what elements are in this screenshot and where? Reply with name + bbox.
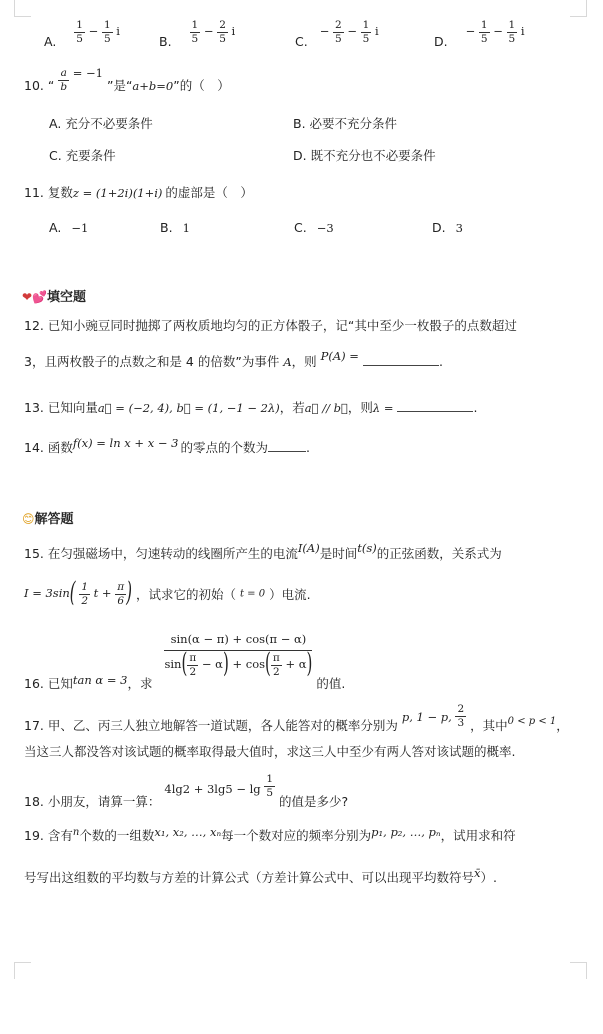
corner-mark-top-right [570, 0, 587, 17]
sign: − [319, 24, 330, 38]
q9-option-b[interactable] [159, 19, 236, 49]
q11-option-b[interactable]: B. 1 [160, 220, 190, 235]
probability-expr: P(A) = [320, 349, 359, 363]
text: ，则 [347, 400, 373, 415]
answer-blank[interactable] [363, 353, 439, 366]
vector-definition: a⃗ = (−2, 4), b⃗ = (1, −1 − 2λ) [97, 401, 280, 415]
text: 已知向量 [47, 400, 98, 415]
corner-mark-bottom-right [570, 962, 587, 979]
fraction: $\frac{1}{5}$ [508, 19, 516, 45]
imag-unit: i [520, 24, 525, 38]
question-number: 10. [24, 78, 44, 93]
option-label: B. [159, 34, 172, 49]
q9-option-c[interactable] [295, 19, 379, 49]
function-expr: f(x) = ln x + x − 3 [72, 436, 179, 450]
text: 在匀强磁场中，匀速转动的线圈所产生的电流 [47, 546, 298, 561]
option-label: A. [44, 34, 57, 49]
imag-unit: i [374, 24, 379, 38]
lambda-expr: λ = [372, 401, 394, 415]
fraction: $\frac{1}{5}$ [480, 19, 488, 45]
p-range: 0 < p < 1 [507, 716, 557, 727]
question-number: 14. [24, 440, 44, 455]
q10-option-d[interactable]: D. 既不充分也不必要条件 [293, 148, 436, 163]
text: ，试用求和符 [440, 828, 516, 843]
text: 号写出这组数的平均数与方差的计算公式（方差计算公式中、可以出现平均数符号 [24, 870, 475, 885]
fraction: $\frac{1}{5}$ [76, 19, 83, 45]
text: ，其中 [470, 718, 508, 733]
probability-list: p, 1 − p, $\frac{2}{3}$ [401, 703, 465, 729]
operator: − [203, 24, 214, 38]
q9-options [44, 20, 564, 60]
question-15-line2 [24, 575, 311, 609]
operator: − [493, 24, 503, 38]
tan-condition: tan α = 3 [72, 673, 128, 687]
text: 已知 [47, 676, 73, 691]
event-symbol: A [283, 355, 292, 369]
text: ，若 [279, 400, 305, 415]
question-16 [24, 630, 346, 691]
question-17-line1 [24, 703, 569, 733]
section-title: 填空题 [47, 290, 87, 305]
current-symbol: I(A) [297, 541, 320, 555]
text: 的正弦函数，关系式为 [376, 546, 502, 561]
fraction: $\frac{2}{5}$ [219, 19, 226, 45]
text: 是时间 [319, 546, 358, 561]
emoji-icon: 😊 [22, 512, 35, 526]
q11-option-d[interactable]: D. 3 [432, 220, 463, 235]
answer-blank[interactable] [268, 439, 306, 452]
text: 的值是多少? [278, 794, 349, 809]
text: 函数 [47, 440, 73, 455]
complex-formula: z = (1+2i)(1+i) [72, 186, 163, 200]
text: ）电流. [269, 587, 311, 602]
initial-time: t = 0 [239, 588, 266, 600]
fraction: $\frac{1}{5}$ [103, 19, 111, 45]
question-19-line1 [24, 826, 516, 844]
question-number: 17. [24, 718, 44, 733]
question-number: 19. [24, 828, 44, 843]
parallel-condition: a⃗ // b⃗ [304, 401, 348, 415]
imag-unit: i [231, 24, 236, 38]
question-11 [24, 183, 253, 201]
question-number: 16. [24, 676, 44, 691]
corner-mark-bottom-left [14, 962, 31, 979]
section-solve-heading [22, 508, 74, 527]
text: 含有 [47, 828, 73, 843]
question-number: 18. [24, 794, 44, 809]
x-sequence: x₁, x₂, …, xₙ [154, 825, 222, 839]
question-number: 11. [24, 185, 44, 200]
q9-option-d[interactable] [434, 19, 525, 49]
text: ”是“ [106, 78, 133, 93]
text: 复数 [47, 185, 73, 200]
q10-option-b[interactable]: B. 必要不充分条件 [293, 116, 398, 131]
text: 的零点的个数为 [180, 440, 268, 455]
corner-mark-top-left [14, 0, 31, 17]
text: 的值. [316, 676, 346, 691]
section-title: 解答题 [34, 512, 74, 527]
text: ，试求它的初始（ [135, 587, 236, 602]
text: 小朋友，请算一算： [47, 794, 161, 809]
fraction: $\frac{1}{5}$ [191, 19, 199, 45]
question-13: 13. 已知向量a⃗ = (−2, 4), b⃗ = (1, −1 − 2λ)，若a⃗ // b⃗，则λ = . [24, 400, 478, 415]
text: 个数的一组数 [79, 828, 155, 843]
text: ）. [480, 870, 497, 885]
sum-condition: a+b=0 [132, 79, 174, 93]
operator: − [88, 24, 99, 38]
text: 每一个数对应的频率分别为 [221, 828, 372, 843]
question-number: 15. [24, 546, 44, 561]
question-12-line1 [24, 316, 517, 334]
mean-symbol: x̄ [474, 866, 481, 880]
ratio-condition: $\frac{a}{b}$ = −1 [60, 66, 103, 93]
q11-option-a[interactable]: A. −1 [49, 220, 89, 235]
p-sequence: p₁, p₂, …, pₙ [371, 825, 441, 839]
n-symbol: n [72, 827, 80, 838]
question-text: 3，且两枚骰子的点数之和是 4 的倍数”为事件 [24, 354, 280, 369]
q10-option-a[interactable]: A. 充分不必要条件 [49, 116, 153, 131]
quote: “ [47, 78, 55, 93]
fraction: $\frac{1}{5}$ [362, 19, 370, 45]
sign: − [465, 24, 476, 38]
sine-formula: I = 3sin( $\frac{1}{2}$ t + $\frac{\pi}{6}$ ) [24, 575, 132, 609]
option-label: D. [434, 34, 448, 49]
log-expression: 4lg2 + 3lg5 − lg $\frac{1}{5}$ [164, 773, 273, 799]
heart-icon: ❤ [22, 290, 33, 304]
imag-unit: i [116, 24, 120, 38]
q11-option-c[interactable]: C. −3 [294, 220, 334, 235]
section-fill-blank-heading [22, 286, 86, 305]
text: 甲、乙、丙三人独立地解答一道试题，各人能答对的概率分别为 [47, 718, 398, 733]
text: ，则 [291, 354, 317, 369]
question-15-line1 [24, 541, 502, 562]
question-14: 14. 函数f(x) = ln x + x − 3 的零点的个数为 . [24, 436, 310, 455]
text: ， [556, 718, 569, 733]
text: 的虚部是（ ） [165, 185, 253, 200]
question-12-line2: 3，且两枚骰子的点数之和是 4 的倍数”为事件 A，则 P(A) = . [24, 349, 443, 369]
question-19-line2 [24, 868, 497, 886]
question-18 [24, 773, 349, 809]
question-10 [24, 68, 230, 92]
question-17-line2: 当这三人都没答对该试题的概率取得最大值时，求这三人中至少有两人答对该试题的概率. [24, 744, 516, 759]
question-number: 12. [24, 318, 44, 333]
trig-fraction: sin(α − π) + cos(π − α) sin( $\frac{\pi}{2}$ − α) + cos( $\frac{\pi}{2}$ + α) [164, 632, 313, 680]
fraction: $\frac{2}{5}$ [334, 19, 342, 45]
q9-option-a[interactable] [44, 19, 120, 49]
hearts-icon: 💕 [32, 290, 48, 304]
time-symbol: t(s) [357, 541, 377, 555]
operator: − [347, 24, 357, 38]
option-label: C. [295, 34, 308, 49]
question-text: 已知小豌豆同时抛掷了两枚质地均匀的正方体骰子，记“其中至少一枚骰子的点数超过 [47, 318, 517, 333]
question-number: 13. [24, 400, 44, 415]
text: ”的（ ） [173, 78, 230, 93]
q10-option-c[interactable]: C. 充要条件 [49, 148, 116, 163]
text: ，求 [127, 676, 153, 691]
answer-blank[interactable] [397, 399, 473, 412]
